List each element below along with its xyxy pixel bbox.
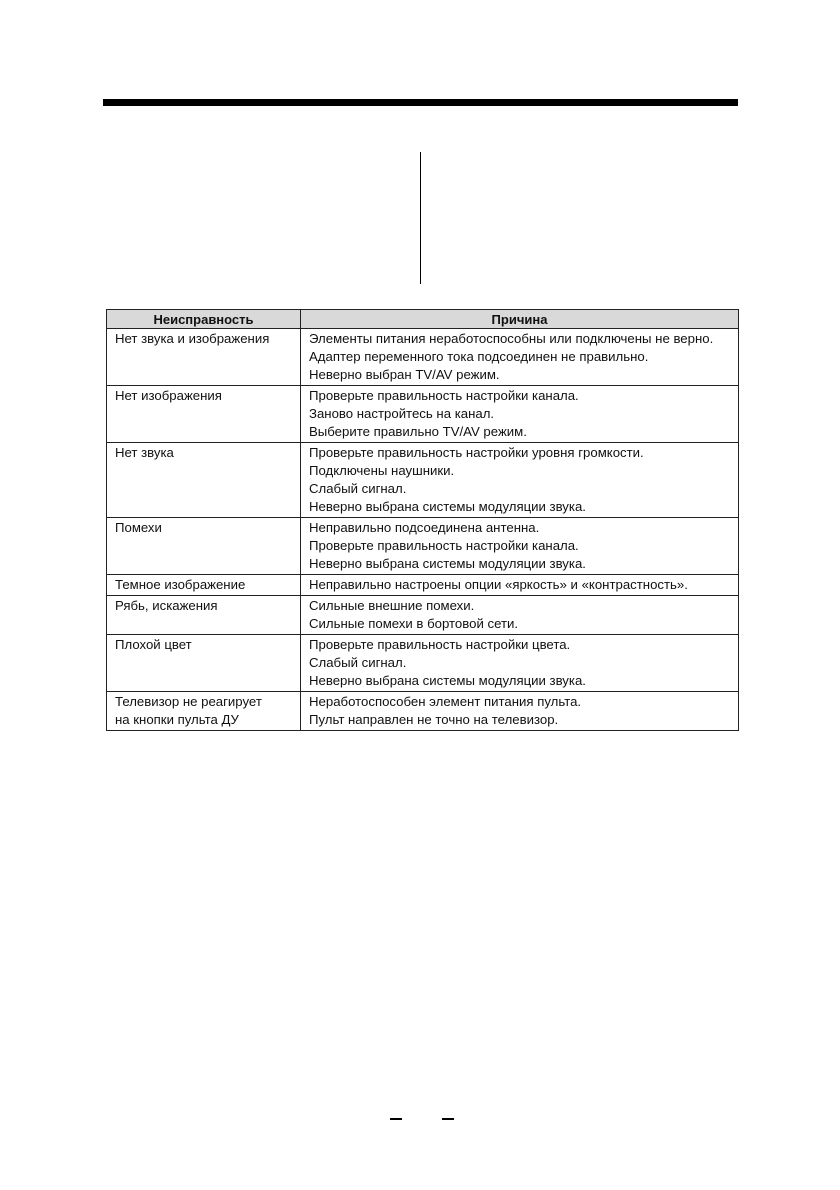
cause-cell <box>301 635 739 692</box>
cause-line: Элементы питания неработоспособны или подключены не верно. <box>309 331 714 346</box>
table-row <box>107 518 739 575</box>
cause-cell <box>301 692 739 731</box>
fault-text: Нет звука <box>115 445 174 460</box>
fault-cell <box>107 443 301 518</box>
fault-cell <box>107 518 301 575</box>
cause-line: Сильные внешние помехи. <box>309 598 475 613</box>
cause-cell <box>301 329 739 386</box>
cause-line: Проверьте правильность настройки уровня громкости. <box>309 445 644 460</box>
fault-cell <box>107 596 301 635</box>
cause-line: Слабый сигнал. <box>309 655 407 670</box>
cause-line: Неверно выбран TV/AV режим. <box>309 367 500 382</box>
vertical-divider <box>420 152 421 284</box>
header-rule <box>103 99 738 106</box>
cause-line: Неправильно настроены опции «яркость» и «контрастность». <box>309 577 688 592</box>
fault-cell <box>107 692 301 731</box>
table-row <box>107 635 739 692</box>
fault-column-header: Неисправность <box>107 310 301 329</box>
table-row <box>107 596 739 635</box>
cause-line: Неверно выбрана системы модуляции звука. <box>309 499 586 514</box>
fault-text: Рябь, искажения <box>115 598 218 613</box>
fault-cell <box>107 329 301 386</box>
fault-text: Телевизор не реагирует <box>115 694 262 709</box>
cause-line: Неработоспособен элемент питания пульта. <box>309 694 582 709</box>
table-header-row <box>107 310 739 329</box>
table-row <box>107 386 739 443</box>
fault-text: Нет звука и изображения <box>115 331 270 346</box>
cause-cell <box>301 575 739 596</box>
troubleshooting-table <box>106 309 739 731</box>
page-number-dash-left <box>390 1118 402 1120</box>
cause-line: Подключены наушники. <box>309 463 455 478</box>
cause-line: Пульт направлен не точно на телевизор. <box>309 712 559 727</box>
cause-line: Неправильно подсоединена антенна. <box>309 520 540 535</box>
table-row <box>107 443 739 518</box>
fault-cell <box>107 575 301 596</box>
cause-cell <box>301 443 739 518</box>
cause-column-header: Причина <box>301 310 739 329</box>
fault-cell <box>107 386 301 443</box>
cause-line: Сильные помехи в бортовой сети. <box>309 616 519 631</box>
fault-text: Нет изображения <box>115 388 222 403</box>
page-number-dash-right <box>442 1118 454 1120</box>
cause-line: Выберите правильно TV/AV режим. <box>309 424 527 439</box>
table-row <box>107 692 739 731</box>
cause-line: Проверьте правильность настройки цвета. <box>309 637 571 652</box>
cause-line: Адаптер переменного тока подсоединен не правильно. <box>309 349 649 364</box>
cause-line: Неверно выбрана системы модуляции звука. <box>309 673 586 688</box>
fault-text: Темное изображение <box>115 577 246 592</box>
fault-text: Помехи <box>115 520 162 535</box>
table-row <box>107 575 739 596</box>
fault-text: на кнопки пульта ДУ <box>115 712 239 727</box>
cause-cell <box>301 518 739 575</box>
cause-cell <box>301 386 739 443</box>
cause-line: Слабый сигнал. <box>309 481 407 496</box>
cause-line: Проверьте правильность настройки канала. <box>309 538 579 553</box>
cause-line: Проверьте правильность настройки канала. <box>309 388 579 403</box>
table-row <box>107 329 739 386</box>
cause-cell <box>301 596 739 635</box>
cause-line: Заново настройтесь на канал. <box>309 406 495 421</box>
fault-cell <box>107 635 301 692</box>
cause-line: Неверно выбрана системы модуляции звука. <box>309 556 586 571</box>
fault-text: Плохой цвет <box>115 637 192 652</box>
